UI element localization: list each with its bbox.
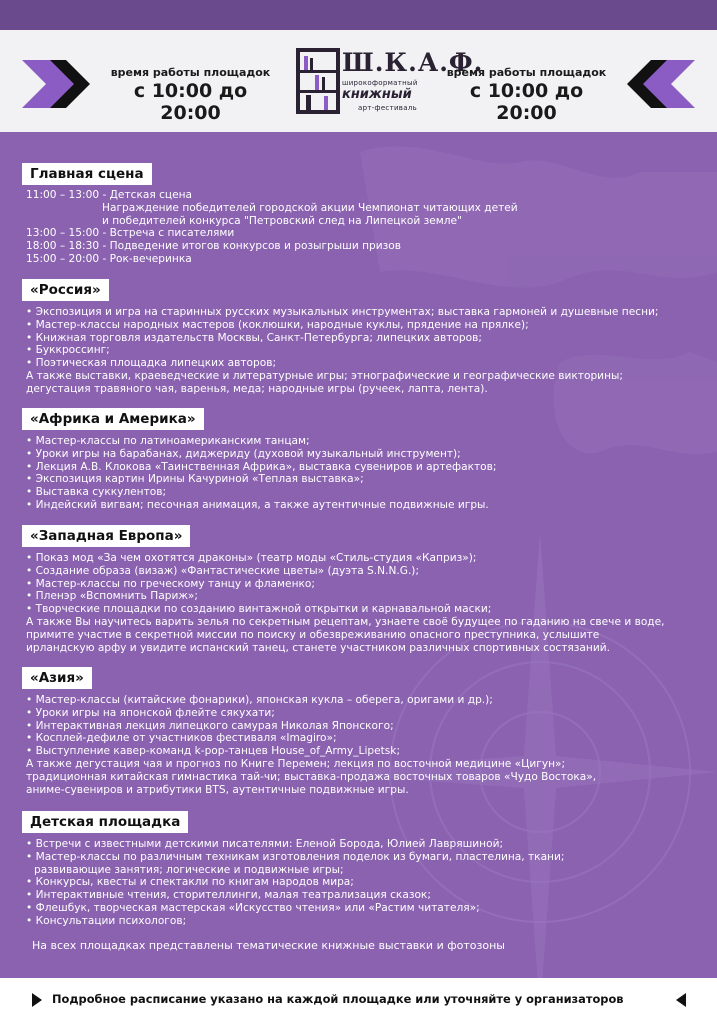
list-item: дегустация травяного чая, варенья, меда; народные игры (ручеек, лапта, лента). [26, 382, 488, 395]
list-item: 11:00 – 13:00 - Детская сцена [26, 189, 193, 201]
list-item: • Косплей-дефиле от участников фестиваля «Imagiro»; [26, 732, 337, 745]
logo-title: Ш.К.А.Ф. [342, 48, 484, 77]
section-title-asia: «Азия» [22, 667, 92, 689]
list-item: • Флешбук, творческая мастерская «Искусство чтения» или «Растим читателя»; [26, 901, 480, 914]
triangle-left-icon [676, 993, 686, 1007]
working-hours-label: время работы площадок [446, 66, 607, 79]
logo-line-1: широкоформатный [342, 79, 418, 87]
asia-activities [26, 694, 706, 796]
list-item: 13:00 – 15:00 - Встреча с писателями [26, 227, 235, 240]
bookshelf-icon [296, 48, 340, 114]
list-item: • Конкурсы, квесты и спектакли по книгам народов мира; [26, 876, 354, 889]
list-item: • Интерактивная лекция липецкого самурая Николая Японского; [26, 719, 394, 732]
note-text: На всех площадках представлены тематические книжные выставки и фотозоны [32, 939, 505, 952]
list-item: • Показ мод «За чем охотятся драконы» (театр моды «Стиль-студия «Каприз»); [26, 552, 477, 564]
list-item: • Консультации психологов; [26, 914, 187, 927]
list-item: • Мастер-классы по греческому танцу и фламенко; [26, 577, 315, 590]
list-item: А также выставки, краеведческие и литературные игры; этнографические и географические викторины; [26, 369, 623, 382]
section-title-kids-area: Детская площадка [22, 811, 188, 833]
list-item: • Мастер-классы народных мастеров (коклюшки, народные куклы, прядение на прялке); [26, 318, 529, 331]
section-title-africa-america: «Африка и Америка» [22, 408, 204, 430]
list-item: А также дегустация чая и прогноз по Книге Перемен; лекция по восточной медицине «Цигун»; [26, 757, 566, 770]
footer-bar [0, 978, 717, 1024]
footer-text: Подробное расписание указано на каждой площадке или уточняйте у организаторов [52, 992, 624, 1006]
main-stage-schedule [26, 189, 706, 266]
list-item: аниме-сувениров и атрибутики BTS, аутентичные подвижные игры. [26, 783, 409, 796]
list-item: • Мастер-классы (китайские фонарики), японская кукла – оберега, оригами и др.); [26, 694, 493, 706]
list-item: ирландскую арфу и увидите испанский танец, станете участником различных спортивных состязаний. [26, 641, 610, 654]
africa-america-activities [26, 435, 706, 512]
list-item: А также Вы научитесь варить зелья по секретным рецептам, узнаете своё будущее по гаданию на свече и воде, [26, 615, 665, 628]
program-panel [0, 132, 717, 978]
working-hours-right [444, 66, 609, 124]
list-item: • Поэтическая площадка липецких авторов; [26, 357, 277, 370]
list-item: • Пленэр «Вспомнить Париж»; [26, 590, 198, 603]
list-item: • Выставка суккулентов; [26, 486, 167, 499]
list-item: • Экспозиция картин Ирины Качуриной «Теплая выставка»; [26, 473, 364, 486]
logo-line-3: арт-фестиваль [358, 104, 418, 112]
section-title-main-stage: Главная сцена [22, 163, 152, 185]
list-item: • Лекция А.В. Клокова «Таинственная Африка», выставка сувениров и артефактов; [26, 460, 497, 473]
section-title-russia: «Россия» [22, 279, 109, 301]
kids-area-activities [26, 838, 706, 928]
list-item: • Книжная торговля издательств Москвы, Санкт-Петербурга; липецких авторов; [26, 331, 482, 344]
list-item: • Творческие площадки по созданию винтажной открытки и карнавальной маски; [26, 603, 492, 616]
section-title-western-europe: «Западная Европа» [22, 525, 190, 547]
header-top-strip [0, 0, 717, 30]
logo-line-2: книжный [342, 87, 412, 102]
triangle-right-icon [32, 993, 42, 1007]
list-item: и победителей конкурса "Петровский след на Липецкой земле" [102, 214, 462, 227]
list-item: • Мастер-классы по латиноамериканским танцам; [26, 435, 310, 447]
list-item: • Создание образа (визаж) «Фантастические цветы» (дуэта S.N.N.G.); [26, 564, 420, 577]
list-item: 15:00 – 20:00 - Рок-вечеринка [26, 252, 192, 265]
list-item: • Уроки игры на японской флейте сякухати; [26, 706, 275, 719]
list-item: • Экспозиция и игра на старинных русских музыкальных инструментах; выставка гармоней и душевные песни; [26, 306, 659, 318]
list-item: • Выступление кавер-команд k-pop-танцев House_of_Army_Lipetsk; [26, 745, 401, 758]
arrow-left-icon [625, 60, 695, 108]
list-item: развивающие занятия; логические и подвижные игры; [34, 863, 344, 876]
western-europe-activities [26, 552, 706, 654]
list-item: • Индейский вигвам; песочная анимация, а также аутентичные подвижные игры. [26, 498, 489, 511]
general-note [32, 940, 712, 953]
russia-activities [26, 306, 706, 396]
festival-logo [296, 48, 484, 114]
arrow-right-icon [22, 60, 92, 108]
list-item: 18:00 – 18:30 - Подведение итогов конкурсов и розыгрыши призов [26, 240, 401, 253]
working-hours-label: время работы площадок [110, 66, 271, 79]
working-hours-time: с 10:00 до 20:00 [133, 80, 248, 124]
list-item: • Уроки игры на барабанах, диджериду (духовой музыкальный инструмент); [26, 447, 461, 460]
list-item: Награждение победителей городской акции Чемпионат читающих детей [102, 201, 518, 214]
list-item: традиционная китайская гимнастика тай-чи; выставка-продажа восточных товаров «Чудо Востока», [26, 770, 597, 783]
list-item: • Буккроссинг; [26, 344, 110, 357]
header-bar [0, 0, 717, 132]
list-item: примите участие в секретной миссии по поиску и обезвреживанию опасного преступника, услышите [26, 628, 600, 641]
working-hours-time: с 10:00 до 20:00 [469, 80, 584, 124]
list-item: • Мастер-классы по различным техникам изготовления поделок из бумаги, пластелина, ткани; [26, 850, 565, 863]
list-item: • Интерактивные чтения, сторителлинги, малая театрализация сказок; [26, 889, 431, 902]
working-hours-left [108, 66, 273, 124]
list-item: • Встречи с известными детскими писателями: Еленой Борода, Юлией Лавряшиной; [26, 838, 504, 850]
